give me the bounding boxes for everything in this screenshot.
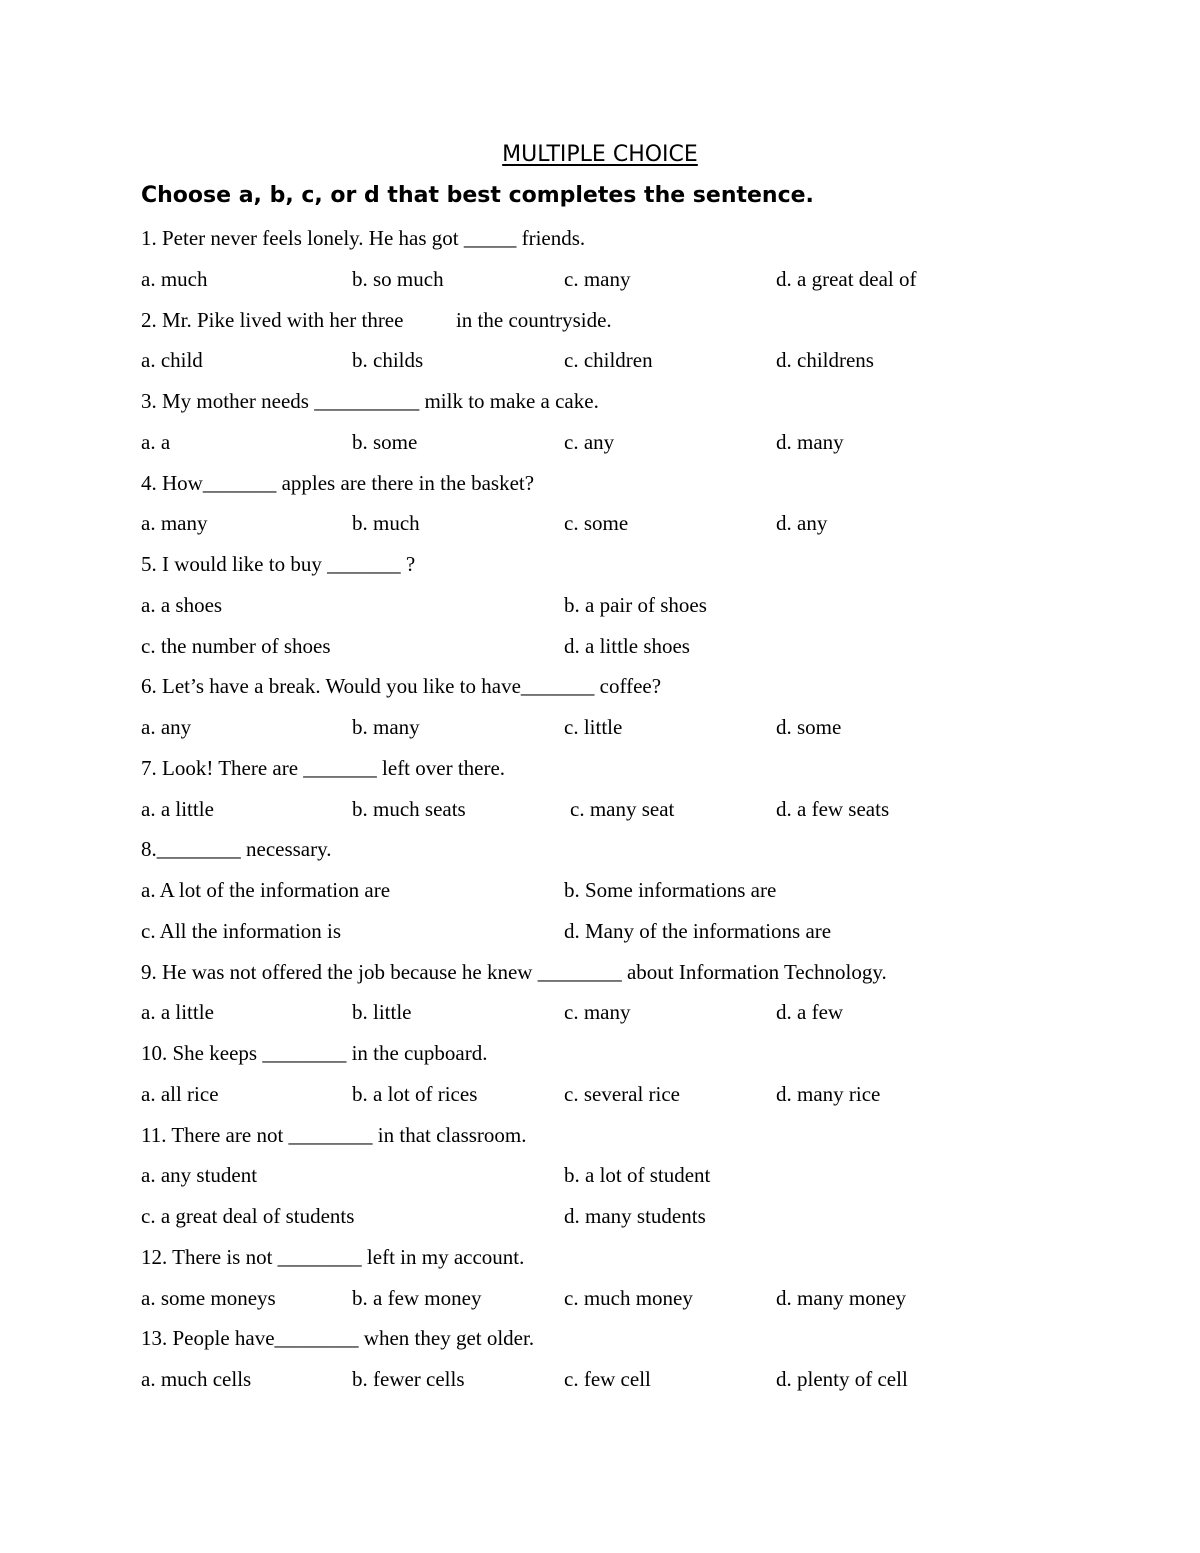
question-stem: [141, 752, 1161, 793]
option-d: d. many money: [776, 1285, 907, 1310]
question-stem: [141, 956, 1161, 997]
question-stem: [141, 222, 1161, 263]
option-row: [141, 630, 1161, 671]
option-row: [141, 1363, 1161, 1404]
question-7-stem: 7. Look! There are _______ left over there.: [141, 755, 506, 780]
question-1-stem: 1. Peter never feels lonely. He has got _____ friends.: [141, 226, 586, 250]
question-list: [141, 222, 1161, 1404]
option-d: d. some: [776, 715, 842, 739]
question-12-stem: 12. There is not ________ left in my account.: [141, 1244, 525, 1269]
option-b: b. so much: [352, 266, 444, 291]
question-5-stem: 5. I would like to buy _______ ?: [141, 552, 416, 576]
option-c: c. some: [564, 511, 629, 536]
option-c: c. the number of shoes: [141, 633, 331, 658]
option-a: a. many: [141, 511, 208, 536]
question-stem: [141, 385, 1161, 426]
question-3-stem: 3. My mother needs __________ milk to make a cake.: [141, 389, 599, 413]
option-d: d. a few: [776, 1000, 844, 1025]
option-row: [141, 507, 1161, 548]
option-d: d. plenty of cell: [776, 1367, 908, 1391]
option-a: a. any student: [141, 1163, 258, 1188]
option-c: c. many: [564, 1000, 631, 1025]
question-10-stem: 10. She keeps ________ in the cupboard.: [141, 1041, 488, 1065]
option-c: c. All the information is: [141, 918, 342, 943]
option-c: c. few cell: [564, 1367, 651, 1391]
option-a: a. all rice: [141, 1081, 219, 1106]
question-13-stem: 13. People have________ when they get older.: [141, 1326, 535, 1351]
option-row: [141, 1200, 1161, 1241]
question-2-stem: 2. Mr. Pike lived with her three in the countryside.: [141, 307, 612, 332]
question-stem: [141, 1241, 1161, 1282]
option-d: d. a little shoes: [564, 633, 690, 658]
option-a: a. much cells: [141, 1367, 252, 1391]
option-row: [141, 711, 1161, 752]
question-stem: [141, 833, 1161, 874]
option-b: b. childs: [352, 348, 424, 373]
question-6-stem: 6. Let’s have a break. Would you like to have_______ coffee?: [141, 674, 662, 699]
option-d: d. a great deal of: [776, 266, 917, 291]
question-9-stem: 9. He was not offered the job because he knew ________ about Information Technology.: [141, 959, 887, 984]
option-b: b. a few money: [352, 1285, 482, 1310]
option-a: a. some moneys: [141, 1285, 276, 1310]
option-c: c. any: [564, 429, 615, 454]
option-a: a. a little: [141, 796, 214, 821]
option-b: b. a lot of student: [564, 1163, 711, 1188]
option-d: d. any: [776, 511, 828, 536]
question-stem: [141, 467, 1161, 508]
option-c: c. children: [564, 348, 653, 373]
question-stem: [141, 1037, 1161, 1078]
option-b: b. some: [352, 429, 418, 454]
question-stem: [141, 304, 1161, 345]
option-a: a. a shoes: [141, 592, 223, 617]
option-row: [141, 263, 1161, 304]
option-d: d. Many of the informations are: [564, 918, 832, 943]
option-a: a. much: [141, 266, 208, 291]
option-b: b. fewer cells: [352, 1367, 465, 1391]
option-d: d. many rice: [776, 1081, 881, 1106]
option-a: a. a: [141, 429, 171, 454]
option-row: [141, 344, 1161, 385]
page-title: MULTIPLE CHOICE: [502, 142, 698, 167]
option-d: d. a few seats: [776, 796, 890, 821]
instruction: Choose a, b, c, or d that best completes the sentence.: [141, 183, 814, 208]
question-stem: [141, 548, 1161, 589]
option-c: c. much money: [564, 1285, 693, 1310]
option-d: d. many students: [564, 1204, 706, 1228]
question-stem: [141, 1119, 1161, 1160]
option-b: b. little: [352, 1000, 412, 1025]
option-d: d. childrens: [776, 348, 874, 373]
option-a: a. a little: [141, 1000, 214, 1025]
option-row: [141, 996, 1161, 1037]
option-row: [141, 793, 1161, 834]
option-a: a. child: [141, 348, 203, 373]
option-a: a. A lot of the information are: [141, 878, 391, 902]
option-b: b. much seats: [352, 796, 466, 821]
option-a: a. any: [141, 715, 192, 739]
option-c: c. many seat: [570, 796, 675, 821]
option-b: b. many: [352, 715, 420, 739]
question-11-stem: 11. There are not ________ in that classroom.: [141, 1122, 527, 1147]
question-8-stem: 8.________ necessary.: [141, 837, 332, 862]
option-row: [141, 915, 1161, 956]
option-b: b. a pair of shoes: [564, 592, 707, 617]
option-b: b. a lot of rices: [352, 1081, 478, 1106]
option-c: c. many: [564, 266, 631, 291]
option-row: [141, 1159, 1161, 1200]
question-stem: [141, 670, 1161, 711]
question-4-stem: 4. How_______ apples are there in the basket?: [141, 470, 535, 495]
option-d: d. many: [776, 429, 844, 454]
question-stem: [141, 1322, 1161, 1363]
option-row: [141, 1078, 1161, 1119]
option-c: c. several rice: [564, 1081, 681, 1106]
option-row: [141, 1282, 1161, 1323]
option-row: [141, 589, 1161, 630]
option-b: b. much: [352, 511, 420, 536]
option-c: c. a great deal of students: [141, 1204, 355, 1228]
option-c: c. little: [564, 715, 623, 739]
option-row: [141, 874, 1161, 915]
option-row: [141, 426, 1161, 467]
option-b: b. Some informations are: [564, 878, 777, 902]
